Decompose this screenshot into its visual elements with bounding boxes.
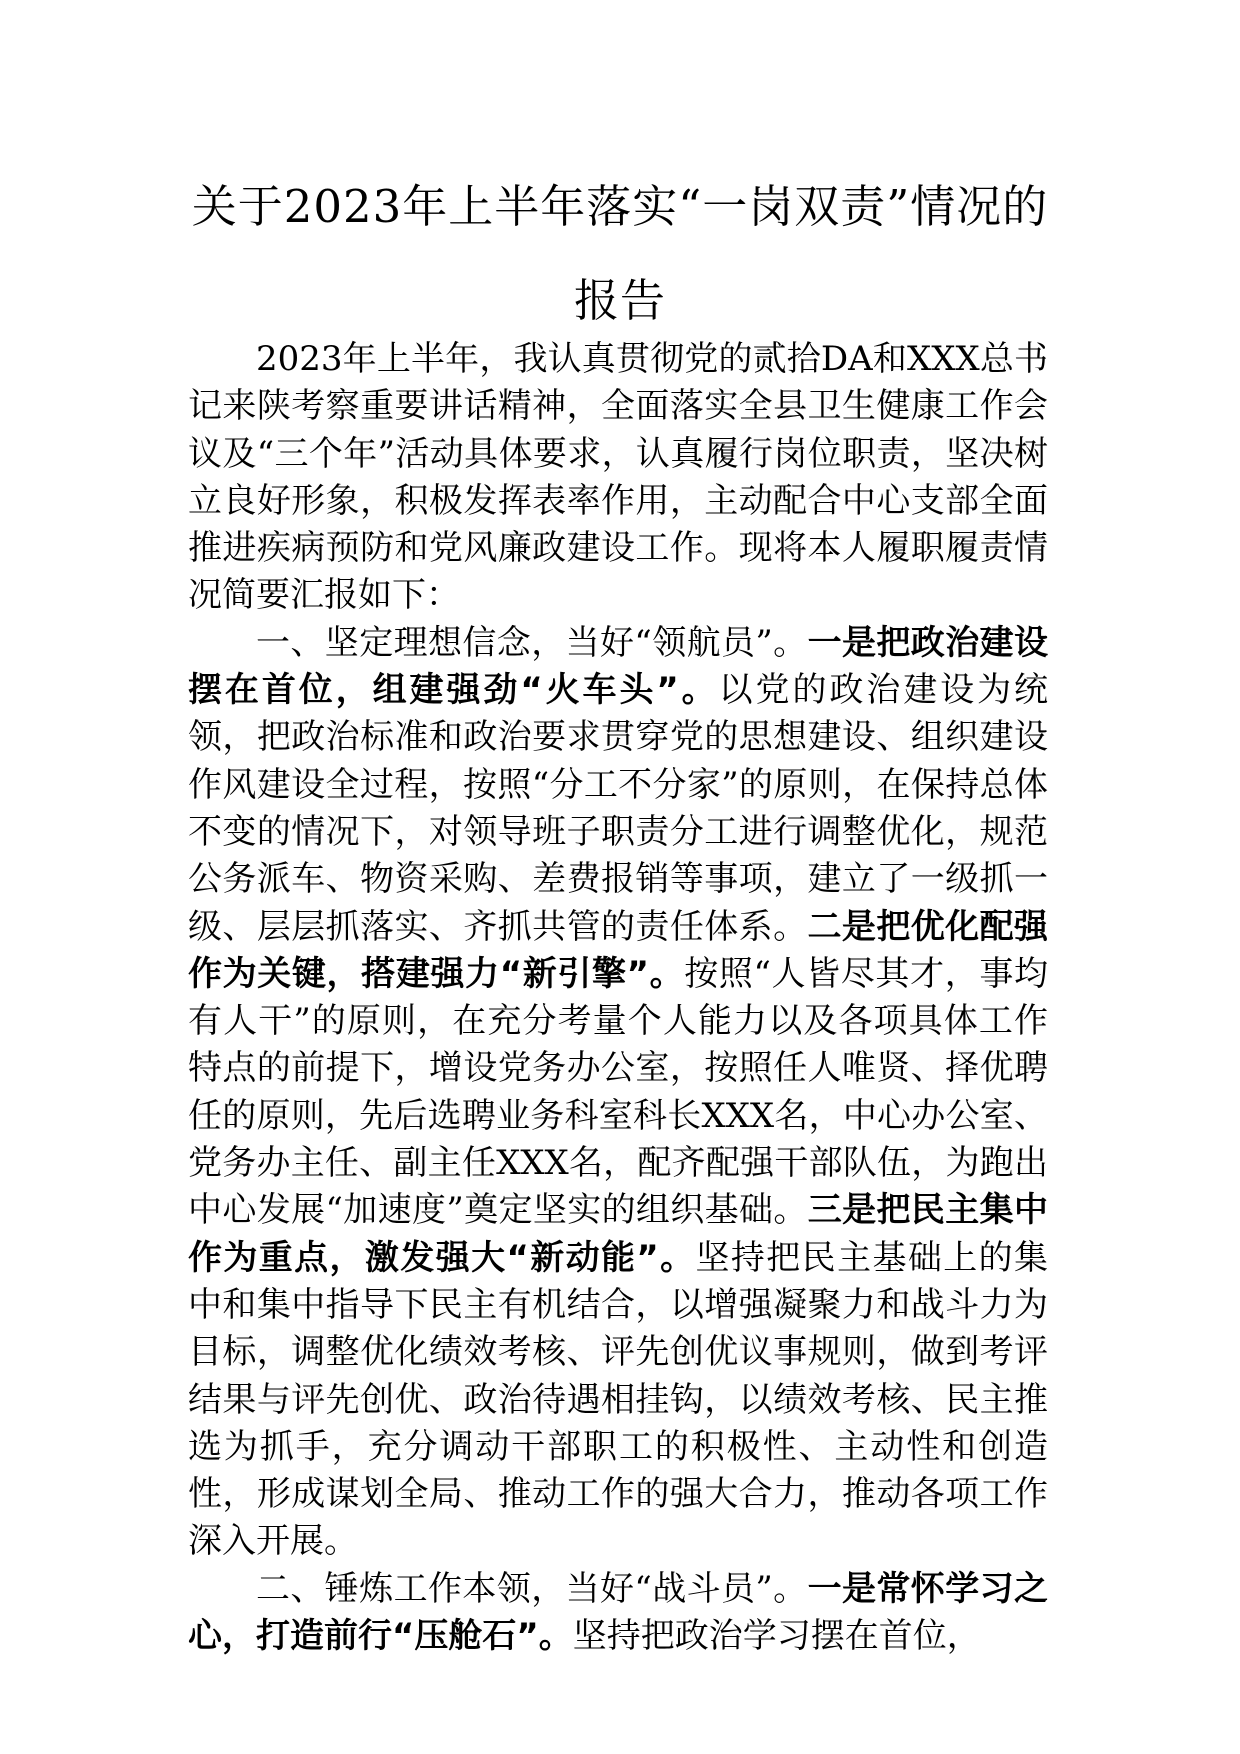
- paragraph-text: 坚持把民主基础上的集中和集中指导下民主有机结合，以增强凝聚力和战斗力为目标，调整优化绩效考核、评先创优议事规则，做到考评结果与评先创优、政治待遇相挂钩，以绩效考核、民主推选为抓手，充分调动干部职工的积极性、主动性和创造性，形成谋划全局、推动工作的强大合力，推动各项工作深入开展。: [188, 1237, 1049, 1562]
- bold-point-1: 一是常怀学习之心，打造前行“压舱石”。: [188, 1568, 1049, 1657]
- document-body: [188, 336, 1048, 1660]
- paragraph-text: 坚持把政治学习摆在首位，: [572, 1616, 981, 1657]
- bold-point-1: 一是把政治建设摆在首位，组建强劲“火车头”。: [188, 622, 1049, 711]
- bold-point-3: 三是把民主集中作为重点，激发强大“新动能”。: [188, 1190, 1048, 1278]
- document-title: 关于2023年上半年落实“一岗双责”情况的报告: [191, 180, 1049, 327]
- paragraph-text: 以党的政治建设为统领，把政治标准和政治要求贯穿党的思想建设、组织建设作风建设全过程，按照“分工不分家”的原则，在保持总体不变的情况下，对领导班子职责分工进行调整优化，规范公务派车、物资采购、差费报销等事项，建立了一级抓一级、层层抓落实、齐抓共管的责任体系。: [188, 670, 1049, 947]
- paragraph-text: 2023年上半年，我认真贯彻党的贰拾DA和XXX总书记来陕考察重要讲话精神，全面落实全县卫生健康工作会议及“三个年”活动具体要求，认真履行岗位职责，坚决树立良好形象，积极发挥表率作用，主动配合中心支部全面推进疾病预防和党风廉政建设工作。现将本人履职履责情况简要汇报如下：: [188, 339, 1048, 616]
- section-heading: 一、坚定理想信念，当好“领航员”。: [256, 622, 808, 663]
- bold-point-2: 二是把优化配强作为关键，搭建强力“新引擎”。: [188, 906, 1048, 994]
- section-heading: 二、锤炼工作本领，当好“战斗员”。: [256, 1568, 808, 1609]
- paragraph-text: 按照“人皆尽其才，事均有人干”的原则，在充分考量个人能力以及各项具体工作特点的前提下，增设党务办公室，按照任人唯贤、择优聘任的原则，先后选聘业务科室科长XXX名，中心办公室、党务办主任、副主任XXX名，配齐配强干部队伍，为跑出中心发展“加速度”奠定坚实的组织基础。: [188, 953, 1048, 1231]
- paragraph-intro: [188, 336, 1048, 620]
- paragraph-section-two: [188, 1566, 1048, 1661]
- paragraph-section-one: [188, 620, 1048, 1566]
